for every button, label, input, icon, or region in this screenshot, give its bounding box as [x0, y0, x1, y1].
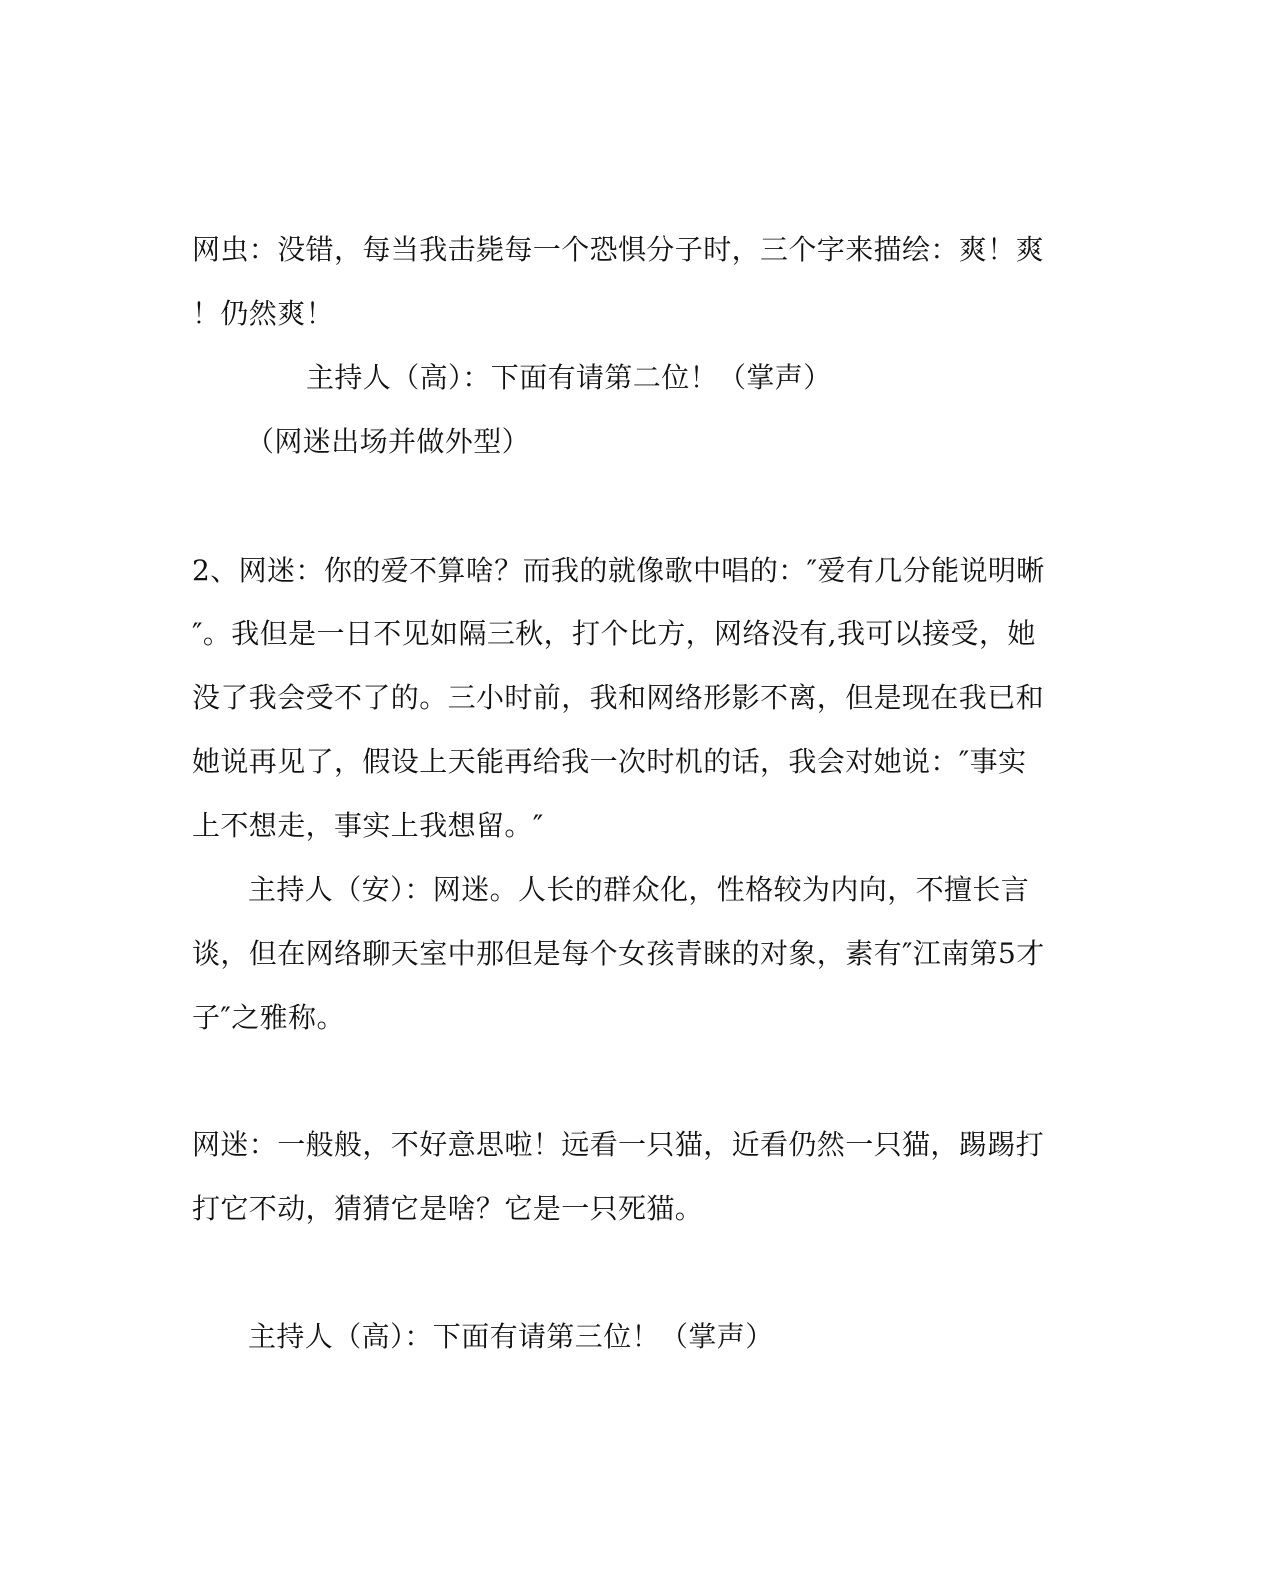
text-line: 网虫：没错，每当我击毙每一个恐惧分子时，三个字来描绘：爽！爽	[192, 233, 1045, 266]
text-line: 她说再见了，假设上天能再给我一次时机的话，我会对她说：″事实	[192, 745, 1027, 778]
text-line: 2、网迷：你的爱不算啥？而我的就像歌中唱的：″爱有几分能说明晰	[192, 554, 1045, 587]
text-line: （网迷出场并做外型）	[246, 425, 531, 458]
text-line: 主持人（高）：下面有请第三位！（掌声）	[248, 1320, 774, 1353]
text-line: ″。我但是一日不见如隔三秋，打个比方，网络没有,我可以接受，她	[192, 617, 1036, 650]
text-line: 打它不动，猜猜它是啥？它是一只死猫。	[192, 1192, 704, 1225]
text-line: 主持人（高）：下面有请第二位！（掌声）	[306, 361, 832, 394]
text-line: ！仍然爽！	[192, 297, 335, 330]
text-line: 没了我会受不了的。三小时前，我和网络形影不离，但是现在我已和	[192, 681, 1045, 714]
text-line: 谈，但在网络聊天室中那但是每个女孩青睐的对象，素有″江南第5才	[192, 937, 1045, 970]
text-line: 子″之雅称。	[192, 1001, 345, 1034]
text-line: 上不想走，事实上我想留。″	[192, 809, 544, 842]
text-line: 主持人（安）：网迷。人长的群众化，性格较为内向，不擅长言	[248, 873, 1030, 906]
text-line: 网迷：一般般，不好意思啦！远看一只猫，近看仍然一只猫，踢踢打	[192, 1128, 1045, 1161]
